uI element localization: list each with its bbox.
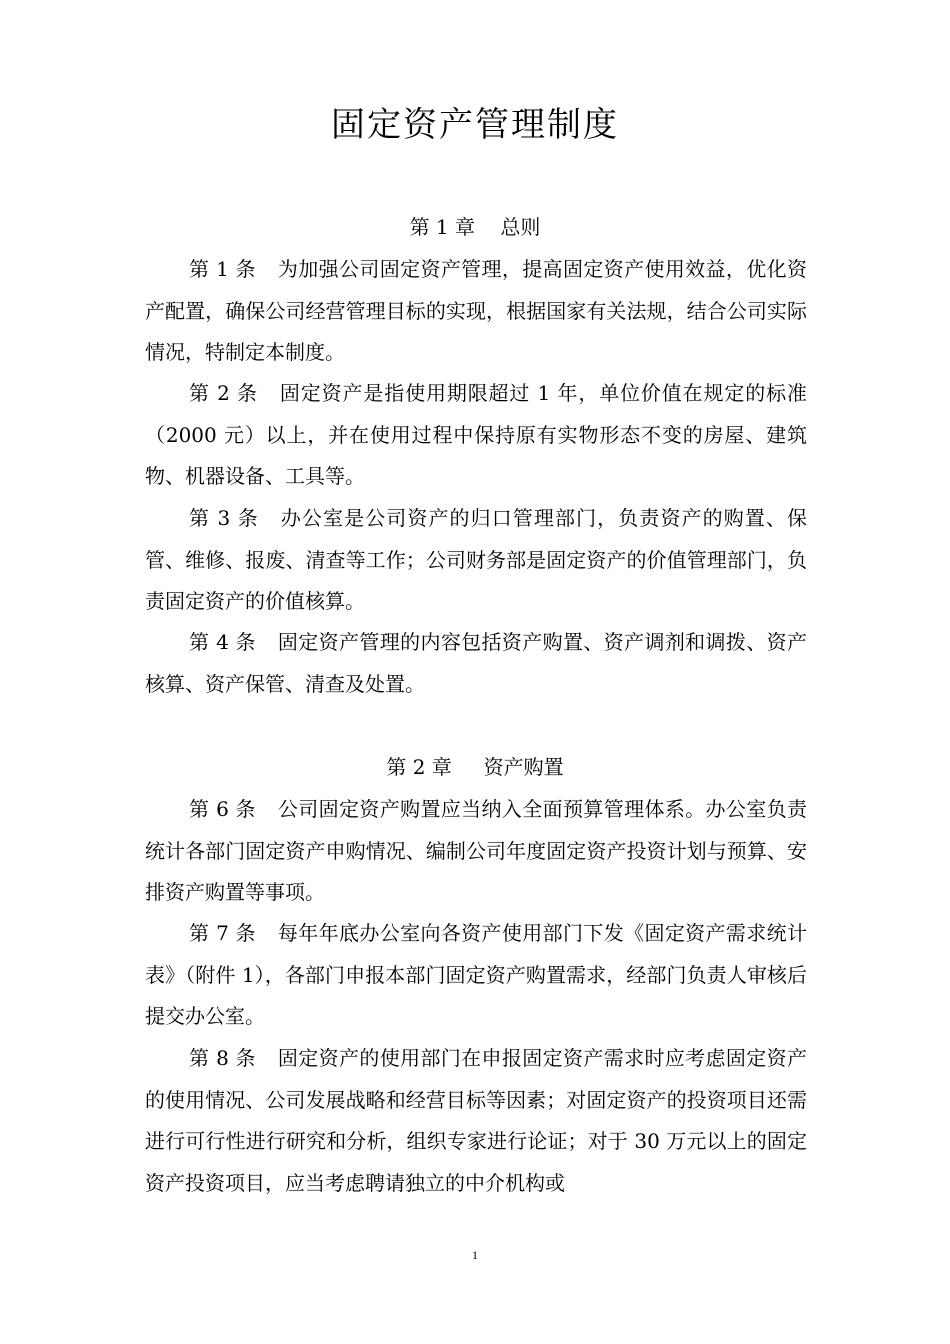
article-paragraph [145,789,807,914]
article-number: 第 7 条 [189,921,256,945]
article-paragraph [145,373,807,498]
article-paragraph [145,1038,807,1204]
article-number: 第 1 条 [189,257,256,281]
article-text: 公司固定资产购置应当纳入全面预算管理体系。办公室负责统计各部门固定资产申购情况、编制公司年度固定资产投资计划与预算、安排资产购置等事项。 [145,797,807,904]
article-paragraph [145,249,807,374]
article-paragraph [145,498,807,623]
article-number: 第 2 条 [189,381,258,405]
article-text: 固定资产的使用部门在申报固定资产需求时应考虑固定资产的使用情况、公司发展战略和经营目标等因素；对固定资产的投资项目还需进行可行性进行研究和分析，组织专家进行论证；对于 30 万元以上的固定资产投资项目，应当考虑聘请独立的中介机构或 [145,1046,807,1195]
article-text: 办公室是公司资产的归口管理部门，负责资产的购置、保管、维修、报废、清查等工作；公司财务部是固定资产的价值管理部门，负责固定资产的价值核算。 [145,506,807,613]
article-number: 第 4 条 [189,630,256,654]
chapter-heading: 第 2 章 资产购置 [386,755,564,779]
page-number: 1 [472,1248,478,1262]
article-number: 第 8 条 [189,1046,256,1070]
article-text: 为加强公司固定资产管理，提高固定资产使用效益，优化资产配置，确保公司经营管理目标的实现，根据国家有关法规，结合公司实际情况，特制定本制度。 [145,257,807,364]
article-number: 第 6 条 [189,797,256,821]
article-text: 固定资产是指使用期限超过 1 年，单位价值在规定的标准（2000 元）以上，并在使用过程中保持原有实物形态不变的房屋、建筑物、机器设备、工具等。 [145,381,807,488]
article-paragraph [145,913,807,1038]
document-title: 固定资产管理制度 [331,105,619,145]
article-text: 每年年底办公室向各资产使用部门下发《固定资产需求统计表》（附件 1），各部门申报本部门固定资产购置需求，经部门负责人审核后提交办公室。 [145,921,807,1028]
chapter-heading: 第 1 章 总则 [409,215,541,239]
article-text: 固定资产管理的内容包括资产购置、资产调剂和调拨、资产核算、资产保管、清查及处置。 [145,630,807,696]
article-paragraph [145,622,807,705]
article-number: 第 3 条 [189,506,259,530]
